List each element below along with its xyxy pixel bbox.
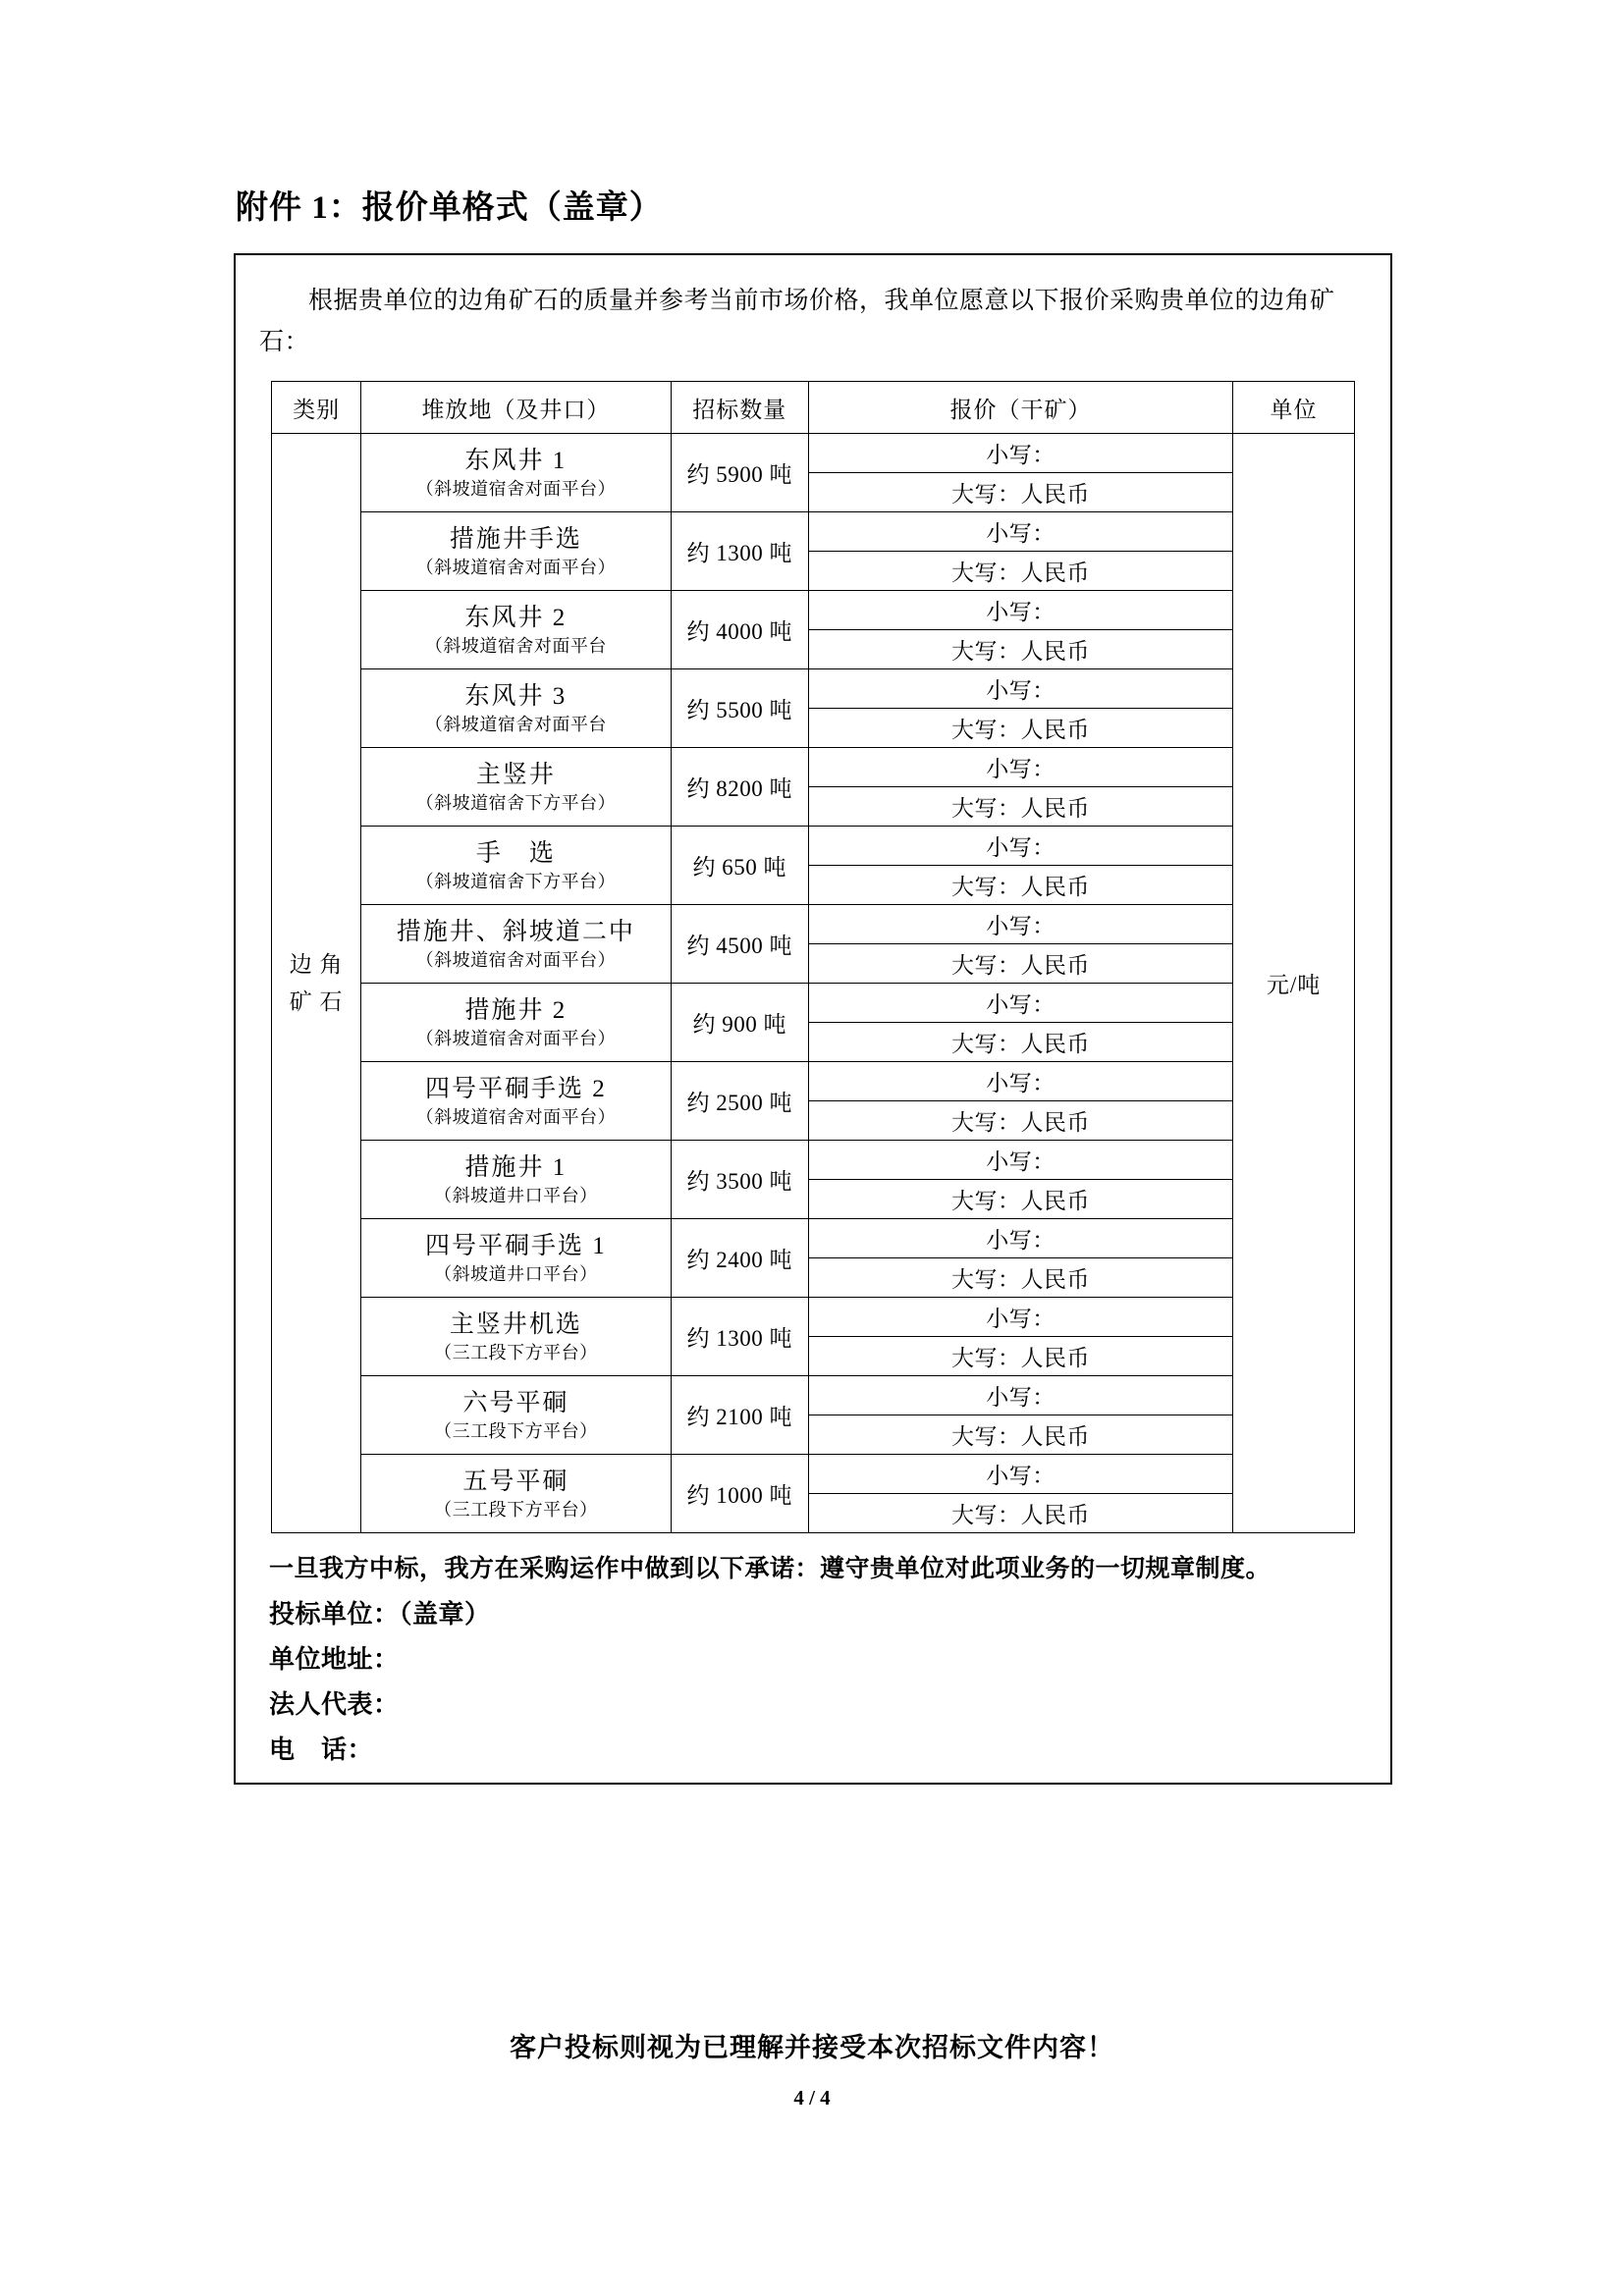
price-lowercase-input[interactable]: 小写： xyxy=(808,1376,1232,1415)
price-uppercase-input[interactable]: 大写：人民币 xyxy=(808,866,1232,905)
table-row xyxy=(272,1455,1355,1494)
table-body xyxy=(272,434,1355,1533)
quantity-cell: 约 4000 吨 xyxy=(671,591,808,669)
table-row xyxy=(272,512,1355,552)
footer-block xyxy=(236,1533,1390,1783)
site-cell xyxy=(361,827,671,905)
price-uppercase-input[interactable]: 大写：人民币 xyxy=(808,1494,1232,1533)
header-site: 堆放地（及井口） xyxy=(361,382,671,434)
table-row xyxy=(272,984,1355,1023)
table-row xyxy=(272,905,1355,944)
site-sublabel: （斜坡道宿舍下方平台） xyxy=(415,871,617,891)
quantity-cell: 约 650 吨 xyxy=(671,827,808,905)
price-lowercase-input[interactable]: 小写： xyxy=(808,1455,1232,1494)
table-header-row xyxy=(272,382,1355,434)
site-cell xyxy=(361,591,671,669)
price-uppercase-input[interactable]: 大写：人民币 xyxy=(808,709,1232,748)
site-sublabel: （三工段下方平台） xyxy=(434,1342,598,1362)
quote-table xyxy=(271,381,1355,1533)
site-name: 四号平硐手选 2 xyxy=(424,1075,607,1102)
price-uppercase-input[interactable]: 大写：人民币 xyxy=(808,1258,1232,1298)
site-cell xyxy=(361,669,671,748)
quantity-cell: 约 2100 吨 xyxy=(671,1376,808,1455)
site-name: 措施井 2 xyxy=(464,996,568,1024)
price-uppercase-input[interactable]: 大写：人民币 xyxy=(808,473,1232,512)
quantity-cell: 约 3500 吨 xyxy=(671,1141,808,1219)
site-cell xyxy=(361,1298,671,1376)
price-lowercase-input[interactable]: 小写： xyxy=(808,1219,1232,1258)
price-uppercase-input[interactable]: 大写：人民币 xyxy=(808,787,1232,827)
table-row xyxy=(272,1376,1355,1415)
table-row xyxy=(272,1062,1355,1101)
site-sublabel: （斜坡道宿舍对面平台） xyxy=(415,557,617,577)
site-sublabel: （斜坡道宿舍下方平台） xyxy=(415,792,617,813)
price-lowercase-input[interactable]: 小写： xyxy=(808,669,1232,709)
quantity-cell: 约 900 吨 xyxy=(671,984,808,1062)
price-uppercase-input[interactable]: 大写：人民币 xyxy=(808,1023,1232,1062)
header-quantity: 招标数量 xyxy=(671,382,808,434)
quantity-cell: 约 2500 吨 xyxy=(671,1062,808,1141)
price-lowercase-input[interactable]: 小写： xyxy=(808,827,1232,866)
price-lowercase-input[interactable]: 小写： xyxy=(808,1141,1232,1180)
site-sublabel: （斜坡道井口平台） xyxy=(434,1185,598,1205)
price-lowercase-input[interactable]: 小写： xyxy=(808,748,1232,787)
unit-address-field[interactable]: 单位地址： xyxy=(269,1645,400,1674)
price-uppercase-input[interactable]: 大写：人民币 xyxy=(808,630,1232,669)
quantity-cell: 约 8200 吨 xyxy=(671,748,808,827)
quantity-cell: 约 5500 吨 xyxy=(671,669,808,748)
quantity-cell: 约 2400 吨 xyxy=(671,1219,808,1298)
price-lowercase-input[interactable]: 小写： xyxy=(808,434,1232,473)
price-uppercase-input[interactable]: 大写：人民币 xyxy=(808,1415,1232,1455)
price-lowercase-input[interactable]: 小写： xyxy=(808,591,1232,630)
site-cell xyxy=(361,512,671,591)
table-header xyxy=(272,382,1355,434)
category-cell: 边 角 矿 石 xyxy=(272,434,361,1533)
site-name: 东风井 1 xyxy=(464,447,568,474)
quantity-cell: 约 1300 吨 xyxy=(671,1298,808,1376)
price-lowercase-input[interactable]: 小写： xyxy=(808,905,1232,944)
header-price: 报价（干矿） xyxy=(808,382,1232,434)
table-row xyxy=(272,827,1355,866)
site-name: 四号平硐手选 1 xyxy=(424,1232,607,1259)
table-row xyxy=(272,434,1355,473)
site-sublabel: （斜坡道宿舍对面平台） xyxy=(415,1028,617,1048)
quote-form-box xyxy=(234,253,1392,1785)
site-cell xyxy=(361,1141,671,1219)
table-row xyxy=(272,591,1355,630)
site-name: 主竖井 xyxy=(475,761,556,788)
quantity-cell: 约 1000 吨 xyxy=(671,1455,808,1533)
price-uppercase-input[interactable]: 大写：人民币 xyxy=(808,1180,1232,1219)
site-name: 东风井 3 xyxy=(464,682,568,710)
site-name: 措施井手选 xyxy=(449,525,582,553)
price-lowercase-input[interactable]: 小写： xyxy=(808,512,1232,552)
site-name: 主竖井机选 xyxy=(449,1310,582,1338)
site-sublabel: （三工段下方平台） xyxy=(434,1499,598,1520)
site-sublabel: （斜坡道宿舍对面平台） xyxy=(415,1106,617,1127)
bottom-note: 客户投标则视为已理解并接受本次招标文件内容！ xyxy=(510,2033,1114,2062)
price-uppercase-input[interactable]: 大写：人民币 xyxy=(808,1101,1232,1141)
site-cell xyxy=(361,1062,671,1141)
table-row xyxy=(272,1141,1355,1180)
table-row xyxy=(272,669,1355,709)
commitment-text: 一旦我方中标，我方在采购运作中做到以下承诺：遵守贵单位对此项业务的一切规章制度。 xyxy=(269,1556,1272,1582)
site-cell xyxy=(361,748,671,827)
site-sublabel: （斜坡道宿舍对面平台 xyxy=(424,714,607,734)
table-row xyxy=(272,1298,1355,1337)
unit-cell: 元/吨 xyxy=(1233,434,1355,1533)
site-cell xyxy=(361,905,671,984)
quantity-cell: 约 1300 吨 xyxy=(671,512,808,591)
price-uppercase-input[interactable]: 大写：人民币 xyxy=(808,552,1232,591)
site-cell xyxy=(361,984,671,1062)
quantity-cell: 约 4500 吨 xyxy=(671,905,808,984)
site-cell xyxy=(361,434,671,512)
site-sublabel: （斜坡道宿舍对面平台 xyxy=(424,635,607,656)
site-cell xyxy=(361,1376,671,1455)
site-cell xyxy=(361,1455,671,1533)
site-name: 手 选 xyxy=(475,839,556,867)
price-uppercase-input[interactable]: 大写：人民币 xyxy=(808,1337,1232,1376)
quantity-cell: 约 5900 吨 xyxy=(671,434,808,512)
site-sublabel: （三工段下方平台） xyxy=(434,1420,598,1441)
site-cell xyxy=(361,1219,671,1298)
site-sublabel: （斜坡道宿舍对面平台） xyxy=(415,949,617,970)
site-sublabel: （斜坡道宿舍对面平台） xyxy=(415,478,617,499)
site-name: 东风井 2 xyxy=(464,604,568,631)
table-row xyxy=(272,748,1355,787)
price-lowercase-input[interactable]: 小写： xyxy=(808,984,1232,1023)
phone-field[interactable]: 电 话： xyxy=(269,1735,374,1764)
legal-representative-field[interactable]: 法人代表： xyxy=(269,1690,400,1719)
intro-paragraph: 根据贵单位的边角矿石的质量并参考当前市场价格，我单位愿意以下报价采购贵单位的边角矿石： xyxy=(259,288,1335,355)
price-uppercase-input[interactable]: 大写：人民币 xyxy=(808,944,1232,984)
site-sublabel: （斜坡道井口平台） xyxy=(434,1263,598,1284)
header-unit: 单位 xyxy=(1233,382,1355,434)
page-title: 附件 1：报价单格式（盖章） xyxy=(236,190,663,226)
price-lowercase-input[interactable]: 小写： xyxy=(808,1298,1232,1337)
bidder-unit-field[interactable]: 投标单位：（盖章） xyxy=(269,1600,491,1629)
table-row xyxy=(272,1219,1355,1258)
site-name: 措施井、斜坡道二中 xyxy=(396,918,635,945)
site-name: 五号平硐 xyxy=(462,1468,569,1495)
page-number: 4 / 4 xyxy=(793,2086,831,2109)
site-name: 六号平硐 xyxy=(462,1389,569,1416)
site-name: 措施井 1 xyxy=(464,1153,568,1181)
price-lowercase-input[interactable]: 小写： xyxy=(808,1062,1232,1101)
header-category: 类别 xyxy=(272,382,361,434)
